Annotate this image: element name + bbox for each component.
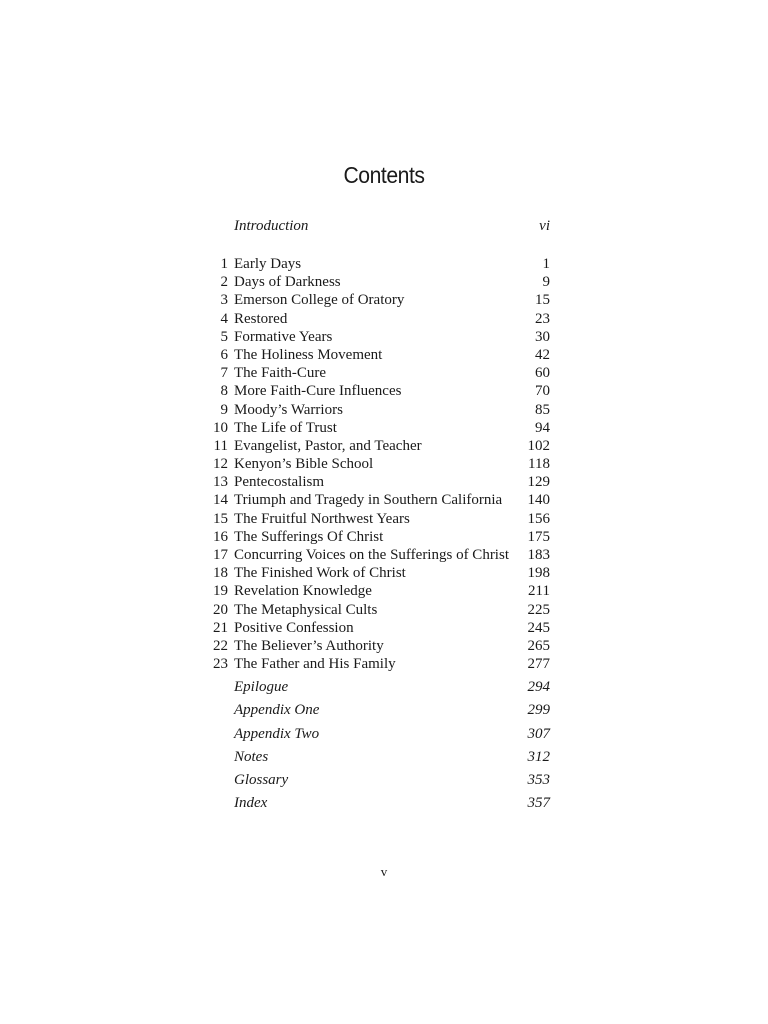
chapter-number: 8 xyxy=(220,383,228,400)
page-number: 94 xyxy=(535,419,550,436)
page-number: 211 xyxy=(528,583,550,600)
toc-entry xyxy=(200,637,550,655)
chapter-number: 11 xyxy=(213,437,228,454)
page-number: 245 xyxy=(527,619,550,636)
entry-title: The Life of Trust xyxy=(234,419,337,436)
toc-entry-back-matter xyxy=(200,676,550,699)
entry-title: Restored xyxy=(234,310,288,327)
toc-entry xyxy=(200,255,550,273)
toc-entry xyxy=(200,455,550,473)
page-number: 198 xyxy=(527,565,550,582)
toc-entry xyxy=(200,346,550,364)
chapter-number: 17 xyxy=(213,547,228,563)
toc-entry xyxy=(200,619,550,637)
toc-entry xyxy=(200,291,550,309)
toc-entry xyxy=(200,546,550,564)
entry-title: More Faith-Cure Influences xyxy=(234,383,402,400)
toc-entry xyxy=(200,655,550,673)
page-number: 85 xyxy=(535,401,550,418)
chapter-number: 23 xyxy=(213,656,228,673)
chapter-number: 9 xyxy=(220,401,228,418)
entry-title: The Faith-Cure xyxy=(234,365,327,382)
toc-entry xyxy=(200,437,550,455)
entry-title: Triumph and Tragedy in Southern California xyxy=(234,492,503,509)
entry-title: Formative Years xyxy=(234,328,333,345)
entry-title: Appendix One xyxy=(234,702,320,719)
page-number: 118 xyxy=(528,456,550,473)
page-number: 277 xyxy=(527,656,550,673)
page-number: 307 xyxy=(527,725,550,742)
page-number: 312 xyxy=(527,748,550,765)
toc-entry xyxy=(200,582,550,600)
page-number: 70 xyxy=(535,383,550,400)
entry-title: The Holiness Movement xyxy=(234,346,383,363)
entry-title: Index xyxy=(234,795,268,812)
toc-entry xyxy=(200,382,550,400)
page-number: 9 xyxy=(542,274,550,291)
toc-entry xyxy=(200,401,550,419)
entry-title: The Fruitful Northwest Years xyxy=(234,510,410,527)
entry-title: Glossary xyxy=(234,772,289,789)
page-number: 140 xyxy=(527,492,550,509)
chapter-list xyxy=(200,255,550,673)
toc-entry xyxy=(200,419,550,437)
entry-title: The Finished Work of Christ xyxy=(234,565,406,582)
chapter-number: 2 xyxy=(220,274,228,291)
chapter-number: 1 xyxy=(220,256,228,272)
chapter-number: 22 xyxy=(213,637,228,654)
back-matter-list xyxy=(200,676,550,816)
page-number: 23 xyxy=(535,310,550,327)
entry-title: The Sufferings Of Christ xyxy=(234,528,384,545)
entry-title: Days of Darkness xyxy=(234,274,341,291)
page-number: 294 xyxy=(527,679,550,695)
toc-entry xyxy=(200,473,550,491)
page-number: 357 xyxy=(527,795,550,812)
page-number: 129 xyxy=(527,474,550,491)
entry-title: The Believer’s Authority xyxy=(234,637,384,654)
toc-entry xyxy=(200,491,550,509)
entry-title: Epilogue xyxy=(234,679,289,695)
entry-title: Positive Confession xyxy=(234,619,354,636)
toc-entry xyxy=(200,528,550,546)
toc-entry xyxy=(200,310,550,328)
chapter-number: 16 xyxy=(213,528,228,545)
chapter-number: 3 xyxy=(220,292,228,309)
toc-entry xyxy=(200,273,550,291)
chapter-number: 21 xyxy=(213,619,228,636)
page-number: 15 xyxy=(535,292,550,309)
page-number: 299 xyxy=(527,702,550,719)
entry-title: Notes xyxy=(234,748,269,765)
toc-entry xyxy=(200,364,550,382)
page-number: 102 xyxy=(527,437,550,454)
toc-entry-back-matter xyxy=(200,769,550,792)
page-number: 225 xyxy=(527,601,550,618)
entry-title: The Metaphysical Cults xyxy=(234,601,378,618)
chapter-number: 7 xyxy=(220,365,228,382)
toc-entry xyxy=(200,601,550,619)
toc-entry-introduction xyxy=(200,218,550,238)
page-number: 183 xyxy=(527,547,550,563)
toc-entry-back-matter xyxy=(200,699,550,722)
chapter-number: 5 xyxy=(220,328,228,345)
entry-title: Concurring Voices on the Sufferings of Christ xyxy=(234,547,509,563)
toc-entry-back-matter xyxy=(200,792,550,815)
chapter-number: 12 xyxy=(213,456,228,473)
page-number: 175 xyxy=(527,528,550,545)
chapter-number: 20 xyxy=(213,601,228,618)
page-title: Contents xyxy=(343,162,425,188)
page-number: 353 xyxy=(527,772,550,789)
entry-title: Appendix Two xyxy=(234,725,320,742)
page-number: vi xyxy=(539,218,550,234)
page-number: 265 xyxy=(527,637,550,654)
toc-entry xyxy=(200,328,550,346)
chapter-number: 18 xyxy=(213,565,228,582)
chapter-number: 6 xyxy=(220,346,228,363)
entry-title: The Father and His Family xyxy=(234,656,396,673)
page-number: 1 xyxy=(542,256,550,272)
chapter-number: 15 xyxy=(213,510,228,527)
page-number: 42 xyxy=(535,346,550,363)
entry-title: Revelation Knowledge xyxy=(234,583,372,600)
toc-entry xyxy=(200,564,550,582)
page-number: 156 xyxy=(527,510,550,527)
toc-entry xyxy=(200,510,550,528)
chapter-number: 10 xyxy=(213,419,228,436)
chapter-number: 19 xyxy=(213,583,228,600)
introduction-section xyxy=(200,218,550,238)
page-number: 60 xyxy=(535,365,550,382)
page-number: 30 xyxy=(535,328,550,345)
entry-title: Moody’s Warriors xyxy=(234,401,343,418)
toc-entry-back-matter xyxy=(200,746,550,769)
page-folio: v xyxy=(380,864,388,879)
toc-entry-back-matter xyxy=(200,723,550,746)
entry-title: Kenyon’s Bible School xyxy=(234,456,374,473)
entry-title: Pentecostalism xyxy=(234,474,324,491)
chapter-number: 13 xyxy=(213,474,228,491)
chapter-number: 14 xyxy=(213,492,228,509)
entry-title: Evangelist, Pastor, and Teacher xyxy=(234,437,422,454)
entry-title: Early Days xyxy=(234,256,302,272)
entry-title: Introduction xyxy=(234,218,309,234)
chapter-number: 4 xyxy=(220,310,228,327)
entry-title: Emerson College of Oratory xyxy=(234,292,405,309)
